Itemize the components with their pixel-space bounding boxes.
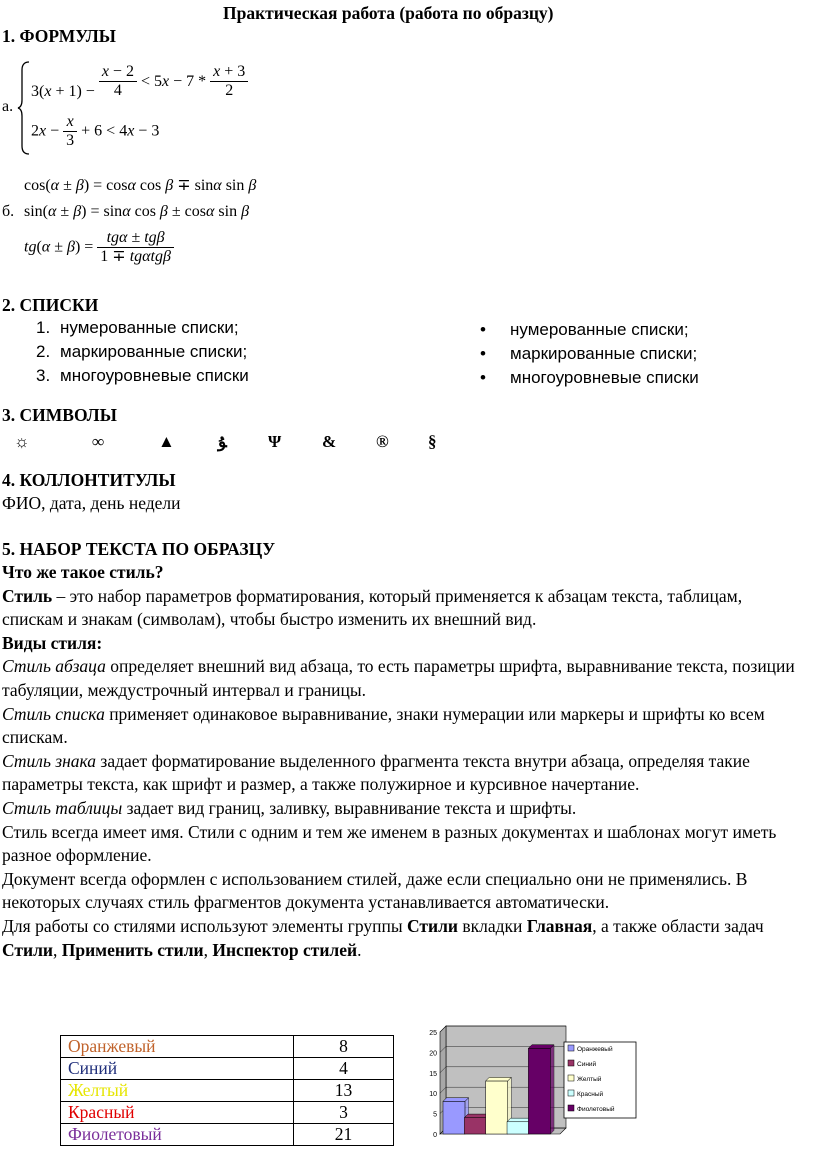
- section-headers-heading: 4. КОЛЛОНТИТУЛЫ: [2, 470, 176, 490]
- chart-bar-side: [550, 1045, 554, 1134]
- chart-bar-top: [528, 1045, 554, 1049]
- kinds-heading: Виды стиля:: [2, 632, 103, 653]
- chart-bar: [443, 1101, 465, 1134]
- table-cell-name: Красный: [61, 1102, 294, 1124]
- list-item: • многоуровневые списки: [480, 368, 699, 387]
- bar-chart: [418, 1022, 640, 1144]
- table-cell-value: 13: [294, 1080, 394, 1102]
- chart-legend-label: Фиолетовый: [577, 1106, 615, 1113]
- chart-legend-label: Желтый: [577, 1076, 602, 1083]
- table-cell-value: 3: [294, 1102, 394, 1124]
- chart-bar-top: [443, 1098, 469, 1102]
- formula-b-label: б.: [2, 203, 15, 220]
- section-typing-heading: 5. НАБОР ТЕКСТА ПО ОБРАЗЦУ: [2, 539, 276, 559]
- chart-legend-label: Оранжевый: [577, 1046, 613, 1053]
- question-heading: Что же такое стиль?: [2, 562, 164, 582]
- paragraph-name: Стиль всегда имеет имя. Стили с одним и тем же именем в разных документах и шаблонах могут иметь разное оформление.: [2, 821, 777, 866]
- headers-text: ФИО, дата, день недели: [2, 493, 181, 513]
- table-cell-name: Оранжевый: [61, 1036, 294, 1058]
- chart-bar: [486, 1081, 508, 1134]
- symbol-infinity: ∞: [92, 432, 105, 451]
- chart-legend-label: Синий: [577, 1061, 597, 1068]
- chart-y-tick-label: 0: [433, 1132, 437, 1139]
- style-table: Стиль таблицы задает вид границ, заливку, выравнивание текста и шрифты.: [2, 797, 577, 818]
- chart-y-tick-label: 10: [429, 1091, 437, 1099]
- list-item: 1. нумерованные списки;: [36, 318, 239, 337]
- table-row: [61, 1036, 394, 1058]
- table-cell-value: 4: [294, 1058, 394, 1080]
- symbol-registered: ®: [376, 432, 389, 451]
- chart-legend-swatch: [568, 1090, 574, 1096]
- chart-y-tick-label: 5: [433, 1111, 437, 1119]
- symbol-psi: Ψ: [268, 432, 282, 451]
- chart-y-tick-label: 15: [429, 1070, 437, 1078]
- bulleted-list: [480, 320, 699, 392]
- formula-a-line1: 3(x + 1) − $\frac{x - 2}{4}$ < 5x − 7 * $\frac{x + 3}{2}$: [31, 63, 248, 101]
- table-cell-name: Синий: [61, 1058, 294, 1080]
- chart-y-tick-label: 20: [429, 1050, 437, 1058]
- table-cell-value: 8: [294, 1036, 394, 1058]
- chart-bar: [464, 1118, 486, 1134]
- chart-legend-swatch: [568, 1105, 574, 1111]
- formula-a-label: а.: [2, 98, 14, 115]
- list-item: • маркированные списки;: [480, 344, 698, 363]
- formula-b-sin: sin(α ± β) = sinα cos β ± cosα sin β: [24, 203, 250, 220]
- list-item: • нумерованные списки;: [480, 320, 689, 339]
- table-row: [61, 1058, 394, 1080]
- chart-y-tick-label: 25: [429, 1030, 437, 1037]
- formula-a-line2: 2x − $\frac{x}{3}$ + 6 < 4x − 3: [31, 113, 160, 150]
- section-formulas-heading: 1. ФОРМУЛЫ: [2, 26, 116, 46]
- symbol-arabic: ﯘ: [218, 432, 227, 451]
- symbol-sun: ☼: [14, 432, 30, 451]
- page-title: Практическая работа (работа по образцу): [223, 3, 554, 23]
- style-paragraph: Стиль абзаца определяет внешний вид абзаца, то есть параметры шрифта, выравнивание текста, позиции табуляции, междустрочный интервал и границы.: [2, 656, 795, 700]
- body-text: [2, 561, 802, 962]
- table-row: [61, 1080, 394, 1102]
- chart-bar: [528, 1048, 550, 1134]
- table-row: [61, 1124, 394, 1146]
- paragraph-tools: Для работы со стилями используют элементы группы Стили вкладки Главная, а также области задач Стили, Применить стили, Инспектор стилей.: [2, 915, 764, 960]
- chart-legend-swatch: [568, 1045, 574, 1051]
- formula-b-tg: tg(α ± β) = $\frac{\text{tgα ± tgβ}}{\text{1 ∓ tgαtgβ}}$: [24, 229, 174, 267]
- symbol-triangle: ▲: [158, 432, 175, 451]
- symbol-section: §: [428, 432, 437, 451]
- chart-legend-label: Красный: [577, 1091, 604, 1098]
- table-row: [61, 1102, 394, 1124]
- formula-b-cos: cos(α ± β) = cosα cos β ∓ sinα sin β: [24, 177, 257, 194]
- data-table: [60, 1035, 394, 1146]
- style-char: Стиль знака задает форматирование выделенного фрагмента текста внутри абзаца, определяя такие параметры текста, как шрифт и размер, а также полужирное и курсивное начертание.: [2, 750, 750, 795]
- chart-bar-top: [486, 1077, 512, 1081]
- chart-bar: [507, 1122, 529, 1134]
- symbol-ampersand: &: [322, 432, 337, 451]
- table-cell-value: 21: [294, 1124, 394, 1146]
- chart-legend-swatch: [568, 1060, 574, 1066]
- list-item: 2. маркированные списки;: [36, 342, 248, 361]
- list-item: 3. многоуровневые списки: [36, 366, 249, 385]
- definition-paragraph: Стиль – это набор параметров форматирования, который применяется к абзацам текста, таблицам, спискам и знакам (символам), чтобы быстро изменить их внешний вид.: [2, 585, 743, 630]
- system-brace: [17, 60, 31, 156]
- style-list: Стиль списка применяет одинаковое выравнивание, знаки нумерации или маркеры и шрифты ко всем спискам.: [2, 703, 765, 748]
- section-lists-heading: 2. СПИСКИ: [2, 295, 99, 315]
- section-symbols-heading: 3. СИМВОЛЫ: [2, 405, 117, 425]
- chart-legend-swatch: [568, 1075, 574, 1081]
- table-cell-name: Желтый: [61, 1080, 294, 1102]
- numbered-list: [36, 318, 249, 390]
- table-cell-name: Фиолетовый: [61, 1124, 294, 1146]
- paragraph-auto: Документ всегда оформлен с использованием стилей, даже если специально они не применялись. В некоторых случаях стиль фрагментов документа устанавливается автоматически.: [2, 868, 748, 913]
